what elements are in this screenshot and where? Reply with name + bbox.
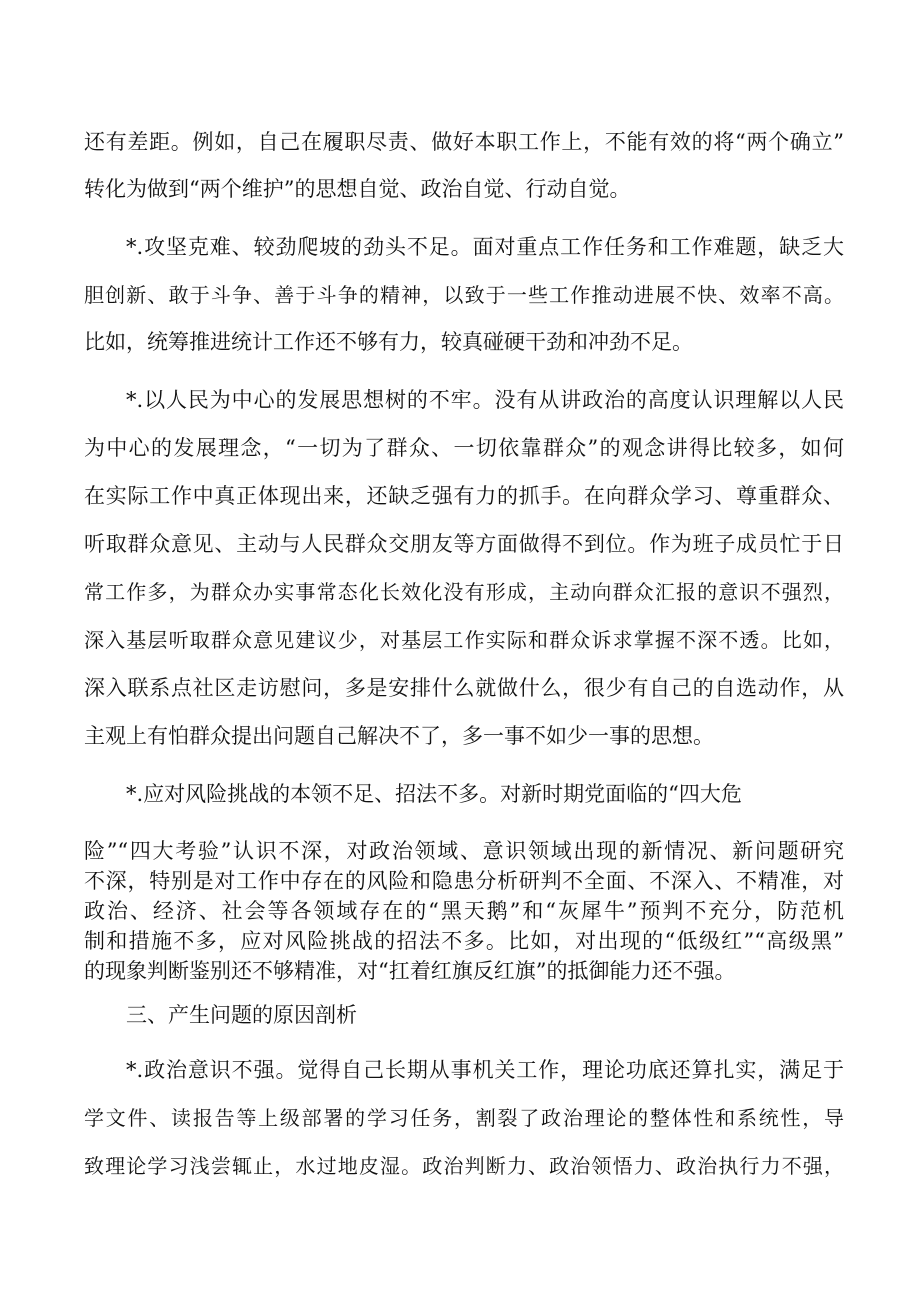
text-line: 在实际工作中真正体现出来，还缺乏强有力的抓手。在向群众学习、尊重群众、 (84, 484, 844, 508)
text-line: 制和措施不多，应对风险挑战的招法不多。比如，对出现的“低级红”“高级黑” (84, 929, 844, 953)
text-line: *.以人民为中心的发展思想树的不牢。没有从讲政治的高度认识理解以人民 (126, 388, 844, 412)
section-heading: 三、产生问题的原因剖析 (126, 1003, 357, 1027)
text-line: 为中心的发展理念，“一切为了群众、一切依靠群众”的观念讲得比较多，如何 (84, 436, 844, 460)
text-line: *.应对风险挑战的本领不足、招法不多。对新时期党面临的“四大危 (126, 782, 742, 806)
text-line: 的现象判断鉴别还不够精准，对“扛着红旗反红旗”的抵御能力还不强。 (84, 959, 736, 983)
text-line: 比如，统筹推进统计工作还不够有力，较真碰硬干劲和冲劲不足。 (84, 330, 693, 354)
text-line: 致理论学习浅尝辄止，水过地皮湿。政治判断力、政治领悟力、政治执行力不强， (84, 1154, 844, 1178)
text-line: 常工作多，为群众办实事常态化长效化没有形成，主动向群众汇报的意识不强烈， (84, 580, 844, 604)
text-line: 听取群众意见、主动与人民群众交朋友等方面做得不到位。作为班子成员忙于日 (84, 532, 844, 556)
text-line: 不深，特别是对工作中存在的风险和隐患分析研判不全面、不深入、不精准，对 (84, 869, 844, 893)
text-line: 学文件、读报告等上级部署的学习任务，割裂了政治理论的整体性和系统性，导 (84, 1106, 844, 1130)
text-line: 转化为做到“两个维护”的思想自觉、政治自觉、行动自觉。 (84, 177, 631, 201)
text-line: 胆创新、敢于斗争、善于斗争的精神，以致于一些工作推动进展不快、效率不高。 (84, 283, 844, 307)
text-line: 深入联系点社区走访慰问，多是安排什么就做什么，很少有自己的自选动作，从 (84, 676, 844, 700)
text-line: 政治、经济、社会等各领域存在的“黑天鹅”和“灰犀牛”预判不充分，防范机 (84, 899, 844, 923)
text-line: 还有差距。例如，自己在履职尽责、做好本职工作上，不能有效的将“两个确立” (84, 130, 844, 154)
text-line: 主观上有怕群众提出问题自己解决不了，多一事不如少一事的思想。 (84, 724, 714, 748)
text-line: *.政治意识不强。觉得自己长期从事机关工作，理论功底还算扎实，满足于 (126, 1058, 844, 1082)
text-line: 深入基层听取群众意见建议少，对基层工作实际和群众诉求掌握不深不透。比如， (84, 628, 844, 652)
text-line: *.攻坚克难、较劲爬坡的劲头不足。面对重点工作任务和工作难题，缺乏大 (126, 235, 844, 259)
text-line: 险”“四大考验”认识不深，对政治领域、意识领域出现的新情况、新问题研究 (84, 839, 844, 863)
